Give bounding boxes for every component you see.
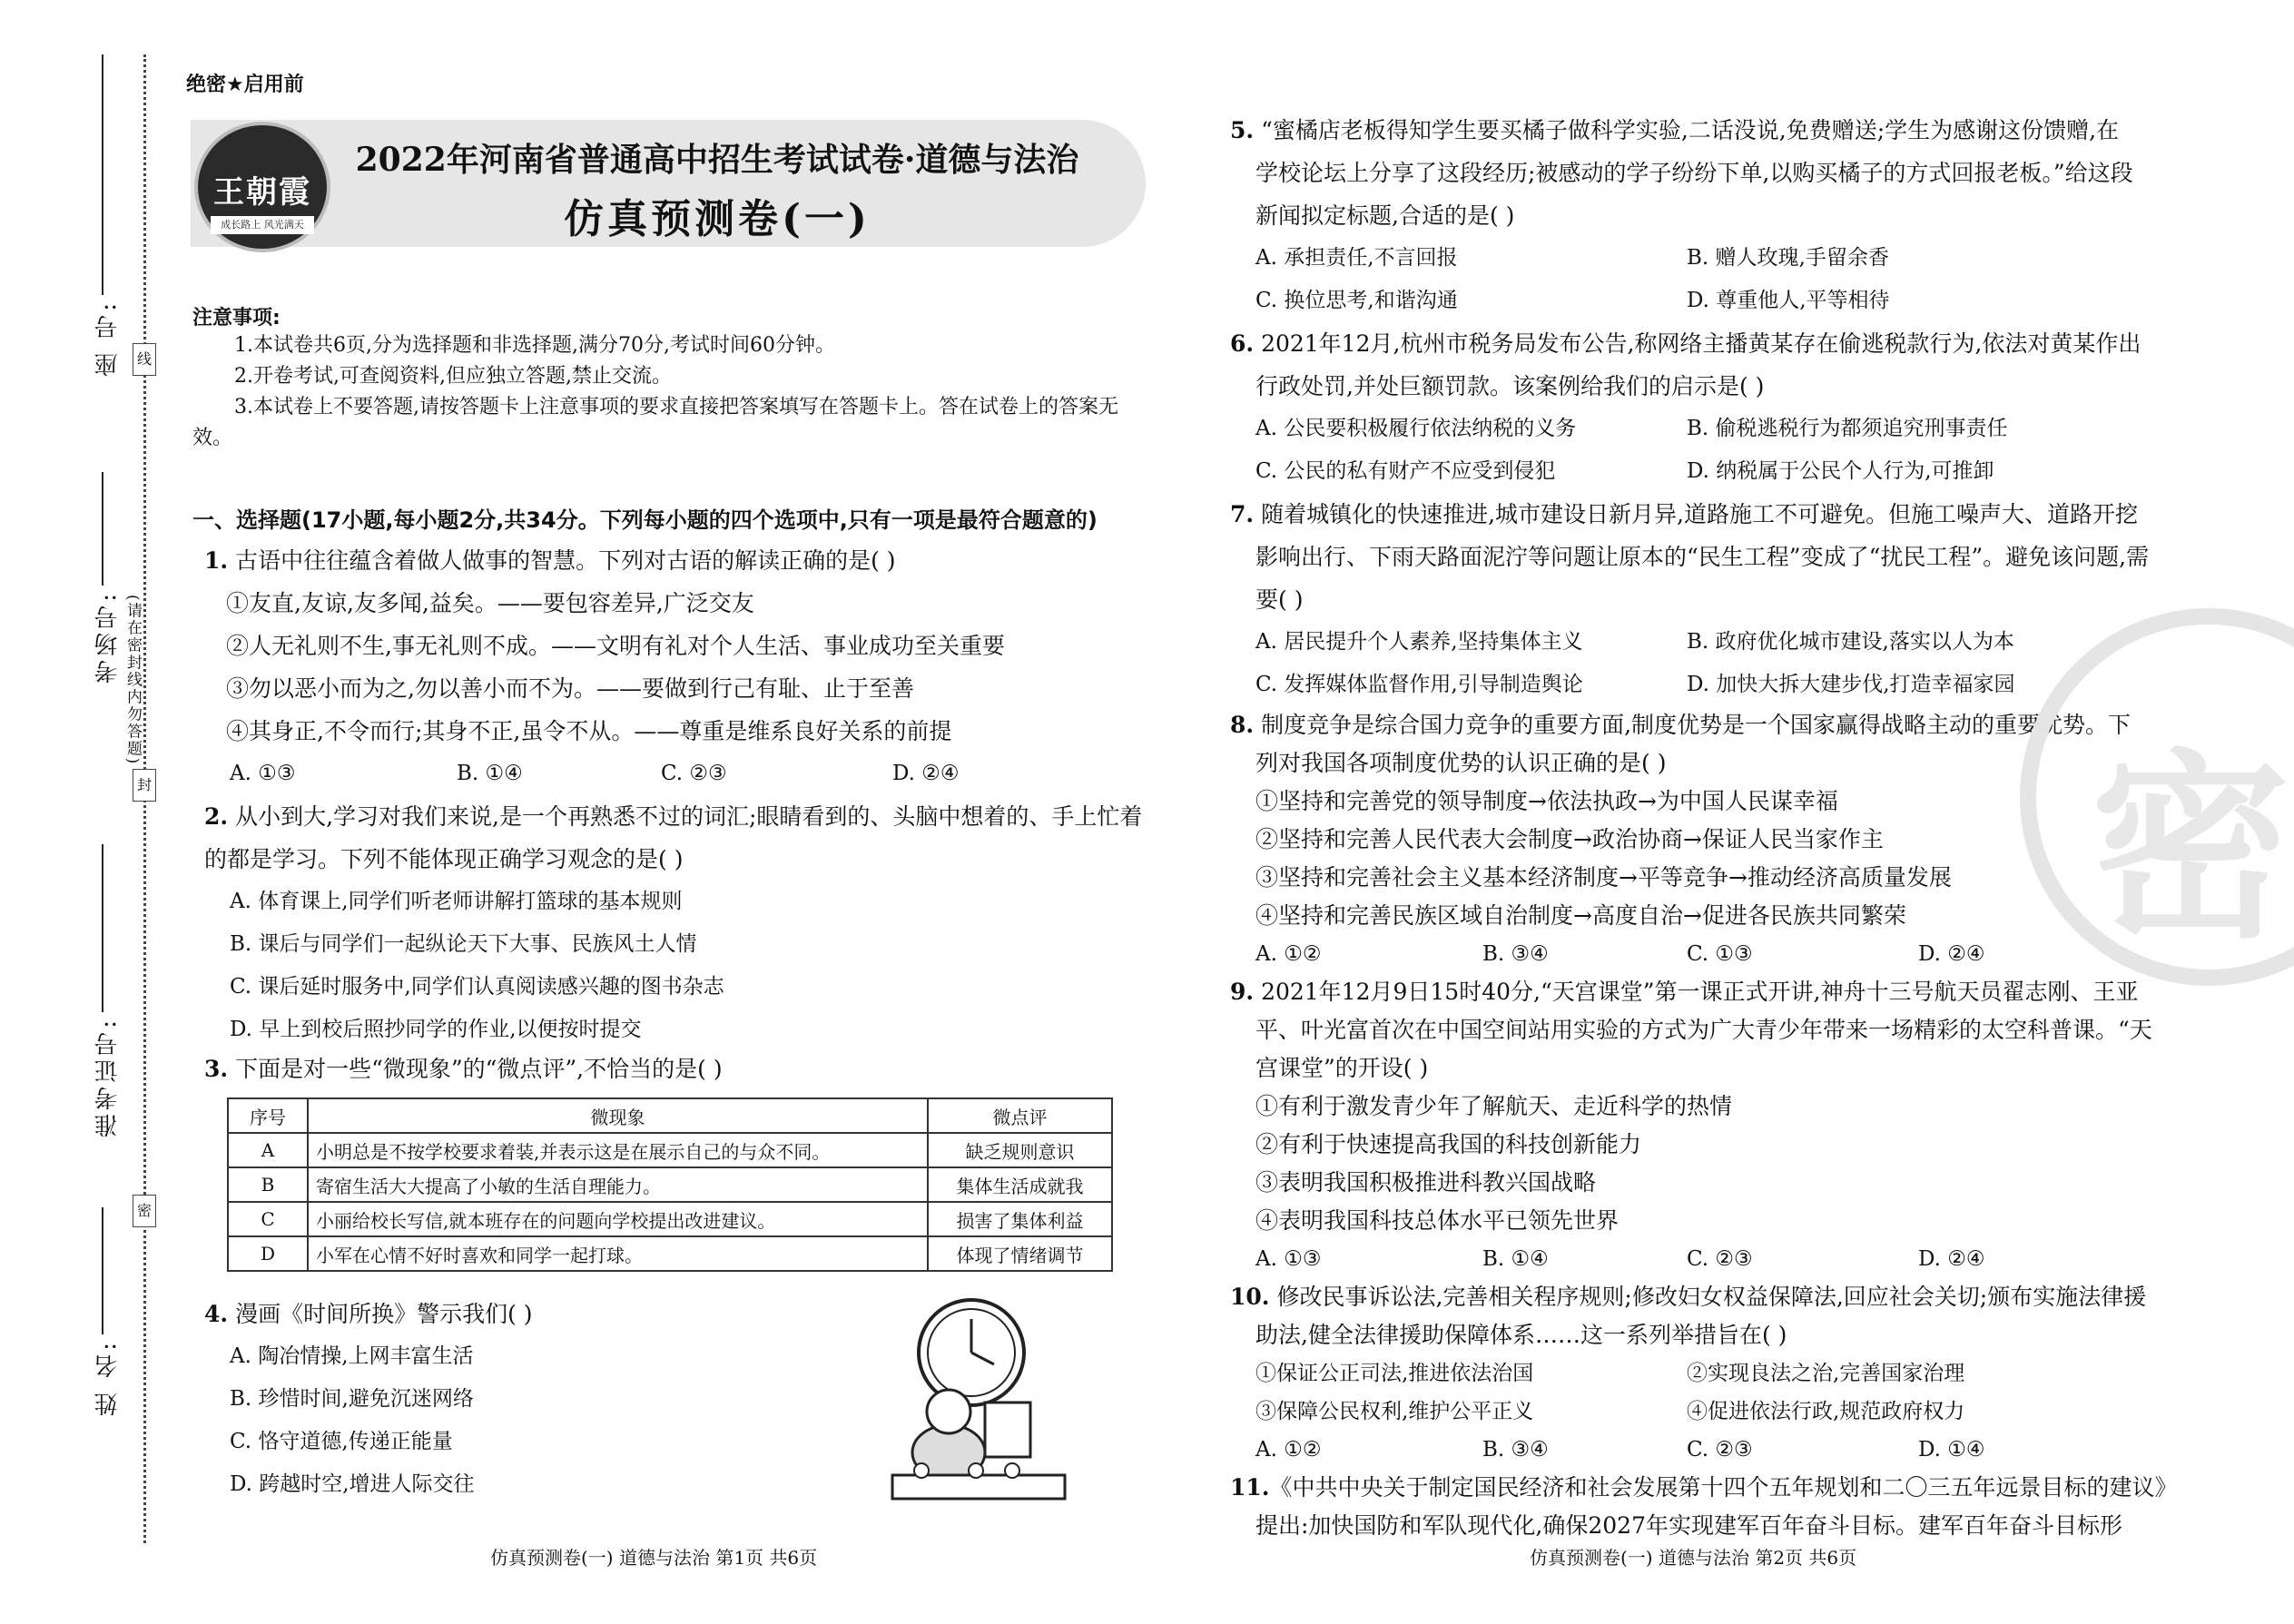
brand-logo bbox=[194, 122, 330, 252]
answer-option[interactable]: A. 公民要积极履行依法纳税的义务 bbox=[1255, 417, 1577, 440]
answer-option[interactable]: D. 早上到校后照抄同学的作业,以便按时提交 bbox=[230, 1018, 642, 1041]
statement: ③勿以恶小而为之,勿以善小而不为。——要做到行己有耻、止于至善 bbox=[226, 675, 914, 702]
answer-option[interactable]: B. ③④ bbox=[1482, 942, 1549, 966]
answer-option[interactable]: B. 赠人玫瑰,手留余香 bbox=[1687, 246, 1889, 270]
question-2 bbox=[204, 795, 1148, 1051]
name-label: 姓 名: bbox=[94, 1339, 122, 1417]
statement: ②坚持和完善人民代表大会制度→政治协商→保证人民当家作主 bbox=[1255, 826, 1884, 852]
statement: ④其身正,不令而行;其身不正,虽令不从。——尊重是维系良好关系的前提 bbox=[226, 718, 952, 744]
question-stem: 从小到大,学习对我们来说,是一个再熟悉不过的词汇;眼睛看到的、头脑中想着的、手上忙着的都是学习。下列不能体现正确学习观念的是( ) bbox=[204, 803, 1143, 872]
answer-option[interactable]: A. 居民提升个人素养,坚持集体主义 bbox=[1255, 630, 1583, 654]
question-line: 要( ) bbox=[1255, 586, 1304, 613]
question-number: 6. bbox=[1230, 330, 1255, 357]
answer-option[interactable]: B. 政府优化城市建设,落实以人为本 bbox=[1687, 630, 2014, 654]
answer-option[interactable]: B. ③④ bbox=[1482, 1438, 1549, 1462]
table-header: 微现象 bbox=[308, 1098, 928, 1133]
section-heading: 一、选择题(17小题,每小题2分,共34分。下列每小题的四个选项中,只有一项是最符合题意的) bbox=[192, 507, 1098, 533]
question-number: 11. bbox=[1230, 1474, 1270, 1501]
question-10 bbox=[1230, 1278, 2183, 1469]
answer-option[interactable]: C. ①③ bbox=[1687, 942, 1753, 966]
table-cell: D bbox=[228, 1236, 308, 1271]
table-cell: 缺乏规则意识 bbox=[928, 1133, 1112, 1167]
answer-option[interactable]: A. ①② bbox=[1255, 942, 1322, 966]
statement: ④坚持和完善民族区域自治制度→高度自治→促进各民族共同繁荣 bbox=[1255, 902, 1906, 929]
question-line: 制度竞争是综合国力竞争的重要方面,制度优势是一个国家赢得战略主动的重要优势。下 bbox=[1261, 712, 2132, 738]
question-line: 宫课堂”的开设( ) bbox=[1255, 1055, 1429, 1081]
answer-option[interactable]: C. 换位思考,和谐沟通 bbox=[1255, 289, 1458, 312]
seat-number-label: 座 号: bbox=[94, 300, 122, 378]
micro-comment-table bbox=[227, 1097, 1113, 1272]
question-line: 提出:加快国防和军队现代化,确保2027年实现建军百年奋斗目标。建军百年奋斗目标形 bbox=[1255, 1512, 2122, 1539]
statement: ①保证公正司法,推进依法治国 bbox=[1255, 1362, 1534, 1385]
question-number: 9. bbox=[1230, 979, 1255, 1005]
name-line[interactable] bbox=[102, 1207, 103, 1334]
table-row bbox=[228, 1167, 1112, 1202]
question-line: 随着城镇化的快速推进,城市建设日新月异,道路施工不可避免。但施工噪声大、道路开挖 bbox=[1261, 501, 2138, 527]
question-number: 4. bbox=[204, 1301, 229, 1327]
question-stem: 古语中往往蕴含着做人做事的智慧。下列对古语的解读正确的是( ) bbox=[235, 547, 896, 574]
notice-item: 1.本试卷共6页,分为选择题和非选择题,满分70分,考试时间60分钟。 bbox=[234, 334, 835, 357]
table-cell: 体现了情绪调节 bbox=[928, 1236, 1112, 1271]
question-11 bbox=[1230, 1469, 2183, 1545]
question-4 bbox=[204, 1293, 840, 1506]
table-header: 微点评 bbox=[928, 1098, 1112, 1133]
time-cartoon-illustration bbox=[885, 1294, 1076, 1502]
statement: ④促进依法行政,规范政府权力 bbox=[1687, 1400, 1965, 1423]
table-row bbox=[228, 1133, 1112, 1167]
seat-number-line[interactable] bbox=[102, 54, 103, 295]
question-line: 列对我国各项制度优势的认识正确的是( ) bbox=[1255, 750, 1667, 776]
answer-option[interactable]: A. ①② bbox=[1255, 1438, 1322, 1462]
question-line: 平、叶光富首次在中国空间站用实验的方式为广大青少年带来一场精彩的太空科普课。“天 bbox=[1255, 1017, 2152, 1043]
answer-option[interactable]: A. ①③ bbox=[1255, 1247, 1322, 1271]
binding-note: (请在密封线内勿答题) bbox=[123, 595, 142, 766]
question-9 bbox=[1230, 973, 2183, 1278]
exam-room-line[interactable] bbox=[102, 472, 103, 586]
exam-room-label: 考场号: bbox=[94, 590, 122, 684]
answer-option[interactable]: C. ②③ bbox=[1687, 1438, 1753, 1462]
question-6 bbox=[1230, 322, 2183, 493]
answer-option[interactable]: D. ①④ bbox=[1918, 1438, 1985, 1462]
statement: ①有利于激发青少年了解航天、走近科学的热情 bbox=[1255, 1093, 1733, 1119]
question-line: 修改民事诉讼法,完善相关程序规则;修改妇女权益保障法,回应社会关切;颁布实施法律援 bbox=[1276, 1284, 2147, 1310]
seal-line-marker: 线 bbox=[133, 343, 156, 376]
answer-option[interactable]: B. 珍惜时间,避免沉迷网络 bbox=[230, 1387, 474, 1411]
statement: ②有利于快速提高我国的科技创新能力 bbox=[1255, 1131, 1642, 1157]
seal-seal-marker: 封 bbox=[133, 769, 156, 802]
question-1 bbox=[204, 539, 1148, 795]
question-number: 8. bbox=[1230, 712, 1255, 738]
table-cell: 集体生活成就我 bbox=[928, 1167, 1112, 1202]
table-cell: A bbox=[228, 1133, 308, 1167]
statement: ③保障公民权利,维护公平正义 bbox=[1255, 1400, 1534, 1423]
answer-option[interactable]: D. 加快大拆大建步伐,打造幸福家园 bbox=[1687, 673, 2015, 696]
question-number: 3. bbox=[204, 1056, 229, 1082]
question-line: 2021年12月9日15时40分,“天宫课堂”第一课正式开讲,神舟十三号航天员翟志刚、王亚 bbox=[1261, 979, 2139, 1005]
question-number: 2. bbox=[204, 803, 229, 830]
table-header: 序号 bbox=[228, 1098, 308, 1133]
answer-option[interactable]: D. 尊重他人,平等相待 bbox=[1687, 289, 1890, 312]
table-cell: 寄宿生活大大提高了小敏的生活自理能力。 bbox=[308, 1167, 928, 1202]
answer-option[interactable]: C. 发挥媒体监督作用,引导制造舆论 bbox=[1255, 673, 1583, 696]
question-number: 7. bbox=[1230, 501, 1255, 527]
answer-option[interactable]: B. ①④ bbox=[457, 762, 523, 785]
answer-option[interactable]: A. ①③ bbox=[230, 762, 296, 785]
table-cell: 损害了集体利益 bbox=[928, 1202, 1112, 1236]
statement: ①友直,友谅,友多闻,益矣。——要包容差异,广泛交友 bbox=[226, 590, 754, 616]
answer-option[interactable]: C. ②③ bbox=[1687, 1247, 1753, 1271]
question-stem: 漫画《时间所换》警示我们( ) bbox=[235, 1301, 533, 1327]
question-5 bbox=[1230, 109, 2183, 322]
exam-subtitle: 仿真预测卷(一) bbox=[564, 196, 871, 242]
notice-item: 3.本试卷上不要答题,请按答题卡上注意事项的要求直接把答案填写在答题卡上。答在试卷上的答案无效。 bbox=[192, 396, 1118, 449]
answer-option[interactable]: D. 跨越时空,增进人际交往 bbox=[230, 1472, 475, 1496]
table-cell: 小丽给校长写信,就本班存在的问题向学校提出改进建议。 bbox=[308, 1202, 928, 1236]
question-line: 行政处罚,并处巨额罚款。该案例给我们的启示是( ) bbox=[1255, 373, 1765, 399]
table-row bbox=[228, 1236, 1112, 1271]
table-cell: 小明总是不按学校要求着装,并表示这是在展示自己的与众不同。 bbox=[308, 1133, 928, 1167]
question-7 bbox=[1230, 493, 2183, 706]
seal-secret-marker: 密 bbox=[133, 1195, 156, 1227]
question-line: 新闻拟定标题,合适的是( ) bbox=[1255, 202, 1515, 229]
question-stem: 下面是对一些“微现象”的“微点评”,不恰当的是( ) bbox=[235, 1056, 723, 1082]
answer-option[interactable]: B. 课后与同学们一起纵论天下大事、民族风土人情 bbox=[230, 932, 697, 956]
answer-option[interactable]: C. 课后延时服务中,同学们认真阅读感兴趣的图书杂志 bbox=[230, 975, 724, 999]
answer-option[interactable]: D. ②④ bbox=[1918, 942, 1985, 966]
question-line: “蜜橘店老板得知学生要买橘子做科学实验,二话没说,免费赠送;学生为感谢这份馈赠,在 bbox=[1261, 117, 2120, 143]
answer-option[interactable]: B. 偷税逃税行为都须追究刑事责任 bbox=[1687, 417, 2008, 440]
question-line: 2021年12月,杭州市税务局发布公告,称网络主播黄某存在偷逃税款行为,依法对黄某作出 bbox=[1261, 330, 2141, 357]
secret-mark: 绝密★启用前 bbox=[186, 74, 304, 96]
answer-option[interactable]: D. ②④ bbox=[1918, 1247, 1985, 1271]
question-line: 影响出行、下雨天路面泥泞等问题让原本的“民生工程”变成了“扰民工程”。避免该问题,需 bbox=[1255, 544, 2150, 570]
page-footer-left: 仿真预测卷(一) 道德与法治 第1页 共6页 bbox=[490, 1547, 818, 1569]
table-cell: 小军在心情不好时喜欢和同学一起打球。 bbox=[308, 1236, 928, 1271]
answer-option[interactable]: A. 陶冶情操,上网丰富生活 bbox=[230, 1344, 474, 1368]
statement: ④表明我国科技总体水平已领先世界 bbox=[1255, 1207, 1620, 1234]
statement: ③坚持和完善社会主义基本经济制度→平等竞争→推动经济高质量发展 bbox=[1255, 864, 1952, 891]
question-line: 《中共中央关于制定国民经济和社会发展第十四个五年规划和二〇三五年远景目标的建议》 bbox=[1269, 1474, 2178, 1501]
statement: ②实现良法之治,完善国家治理 bbox=[1687, 1362, 1965, 1385]
admission-number-label: 准考证号: bbox=[94, 1017, 122, 1137]
question-line: 学校论坛上分享了这段经历;被感动的学子纷纷下单,以购买橘子的方式回报老板。”给这段 bbox=[1255, 160, 2133, 186]
question-3 bbox=[204, 1048, 1148, 1090]
exam-title: 2022年河南省普通高中招生考试试卷·道德与法治 bbox=[355, 141, 1079, 179]
answer-option[interactable]: C. ②③ bbox=[661, 762, 727, 785]
answer-option[interactable]: C. 恪守道德,传递正能量 bbox=[230, 1430, 453, 1453]
notice-item: 2.开卷考试,可查阅资料,但应独立答题,禁止交流。 bbox=[234, 365, 672, 388]
answer-option[interactable]: B. ①④ bbox=[1482, 1247, 1549, 1271]
answer-option[interactable]: D. 纳税属于公民个人行为,可推卸 bbox=[1687, 459, 1994, 483]
notices-heading: 注意事项: bbox=[192, 307, 281, 330]
table-row bbox=[228, 1202, 1112, 1236]
answer-option[interactable]: A. 承担责任,不言回报 bbox=[1255, 246, 1458, 270]
statement: ②人无礼则不生,事无礼则不成。——文明有礼对个人生活、事业成功至关重要 bbox=[226, 633, 1005, 659]
watermark-glyph: 密 bbox=[2091, 730, 2291, 965]
logo-ribbon: 成长路上 风光满天 bbox=[211, 216, 314, 234]
table-cell: B bbox=[228, 1167, 308, 1202]
question-line: 助法,健全法律援助保障体系……这一系列举措旨在( ) bbox=[1255, 1322, 1787, 1348]
question-number: 10. bbox=[1230, 1284, 1270, 1310]
table-cell: C bbox=[228, 1202, 308, 1236]
logo-name: 王朝霞 bbox=[213, 174, 311, 211]
answer-option[interactable]: C. 公民的私有财产不应受到侵犯 bbox=[1255, 459, 1556, 483]
statement: ①坚持和完善党的领导制度→依法执政→为中国人民谋幸福 bbox=[1255, 788, 1838, 814]
question-number: 1. bbox=[204, 547, 229, 574]
question-number: 5. bbox=[1230, 117, 1255, 143]
statement: ③表明我国积极推进科教兴国战略 bbox=[1255, 1169, 1597, 1196]
answer-option[interactable]: D. ②④ bbox=[892, 762, 960, 785]
page-footer-right: 仿真预测卷(一) 道德与法治 第2页 共6页 bbox=[1530, 1547, 1857, 1569]
answer-option[interactable]: A. 体育课上,同学们听老师讲解打篮球的基本规则 bbox=[230, 890, 683, 913]
admission-number-line[interactable] bbox=[102, 844, 103, 1012]
